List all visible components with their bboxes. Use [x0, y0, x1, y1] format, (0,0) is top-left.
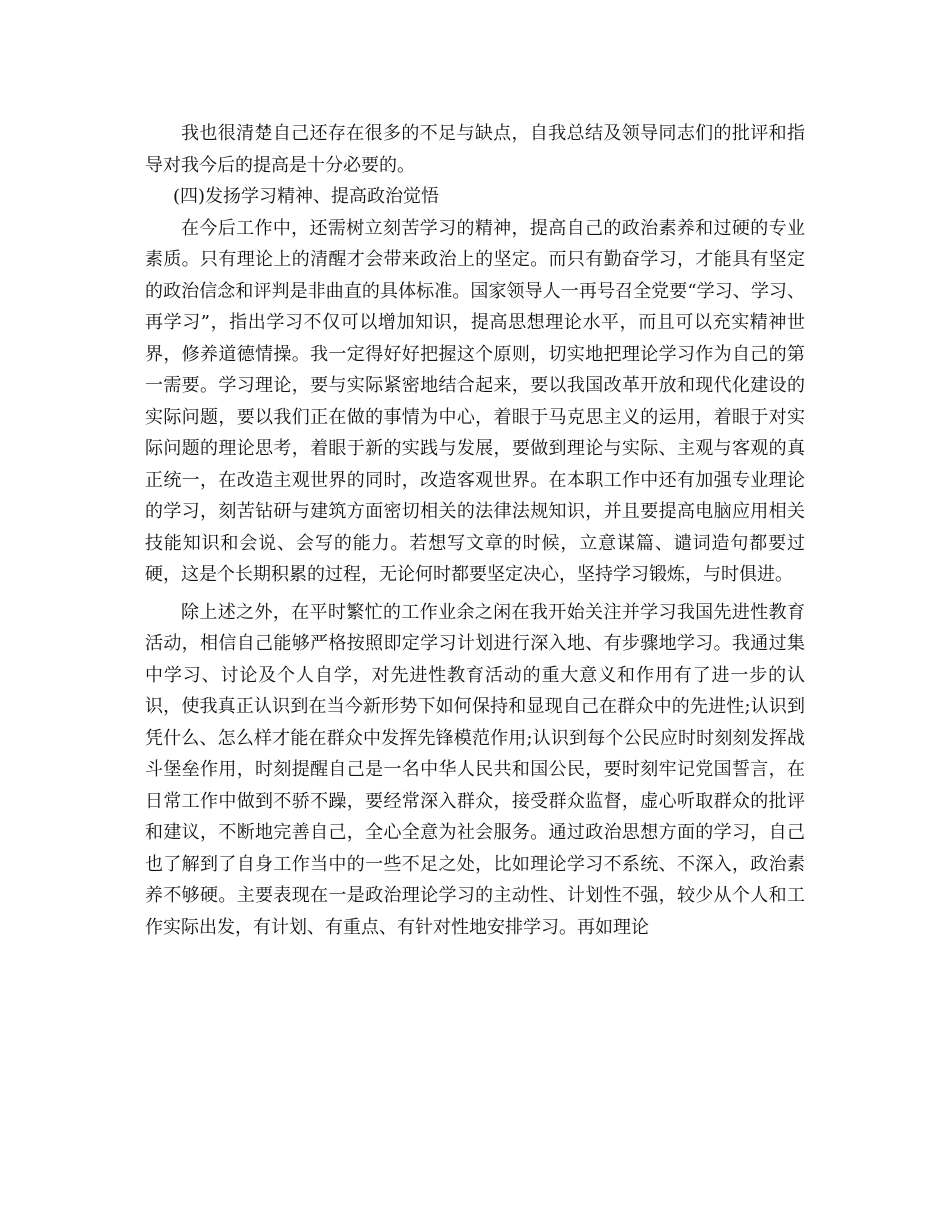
document-body: [145, 118, 805, 943]
paragraph-study-spirit: 在今后工作中，还需树立刻苦学习的精神，提高自己的政治素养和过硬的专业素质。只有理论上的清醒才会带来政治上的坚定。而只有勤奋学习，才能具有坚定的政治信念和评判是非曲直的具体标准。国家领导人一再号召全党要“学习、学习、再学习”，指出学习不仅可以增加知识，提高思想理论水平，而且可以充实精神世界，修养道德情操。我一定得好好把握这个原则，切实地把理论学习作为自己的第一需要。学习理论，要与实际紧密地结合起来，要以我国改革开放和现代化建设的实际问题，要以我们正在做的事情为中心，着眼于马克思主义的运用，着眼于对实际问题的理论思考，着眼于新的实践与发展，要做到理论与实际、主观与客观的真正统一，在改造主观世界的同时，改造客观世界。在本职工作中还有加强专业理论的学习，刻苦钻研与建筑方面密切相关的法律法规知识，并且要提高电脑应用相关技能知识和会说、会写的能力。若想写文章的时候，立意谋篇、谴词造句都要过硬，这是个长期积累的过程，无论何时都要坚定决心，坚持学习锻炼，与时俱进。: [145, 217, 805, 585]
paragraph-self-assessment: 我也很清楚自己还存在很多的不足与缺点，自我总结及领导同志们的批评和指导对我今后的提高是十分必要的。: [145, 123, 805, 176]
paragraph-advanced-education: 除上述之外，在平时繁忙的工作业余之闲在我开始关注并学习我国先进性教育活动，相信自己能够严格按照即定学习计划进行深入地、有步骤地学习。我通过集中学习、讨论及个人自学，对先进性教育活动的重大意义和作用有了进一步的认识，使我真正认识到在当今新形势下如何保持和显现自己在群众中的先进性;认识到凭什么、怎么样才能在群众中发挥先锋模范作用;认识到每个公民应时时刻刻发挥战斗堡垒作用，时刻提醒自己是一名中华人民共和国公民，要时刻牢记党国誓言，在日常工作中做到不骄不躁，要经常深入群众，接受群众监督，虚心听取群众的批评和建议，不断地完善自己，全心全意为社会服务。通过政治思想方面的学习，自己也了解到了自身工作当中的一些不足之处，比如理论学习不系统、不深入，政治素养不够硬。主要表现在一是政治理论学习的主动性、计划性不强，较少从个人和工作实际出发，有计划、有重点、有针对性地安排学习。再如理论: [145, 601, 805, 938]
section-heading: (四)发扬学习精神、提高政治觉悟: [173, 186, 440, 207]
